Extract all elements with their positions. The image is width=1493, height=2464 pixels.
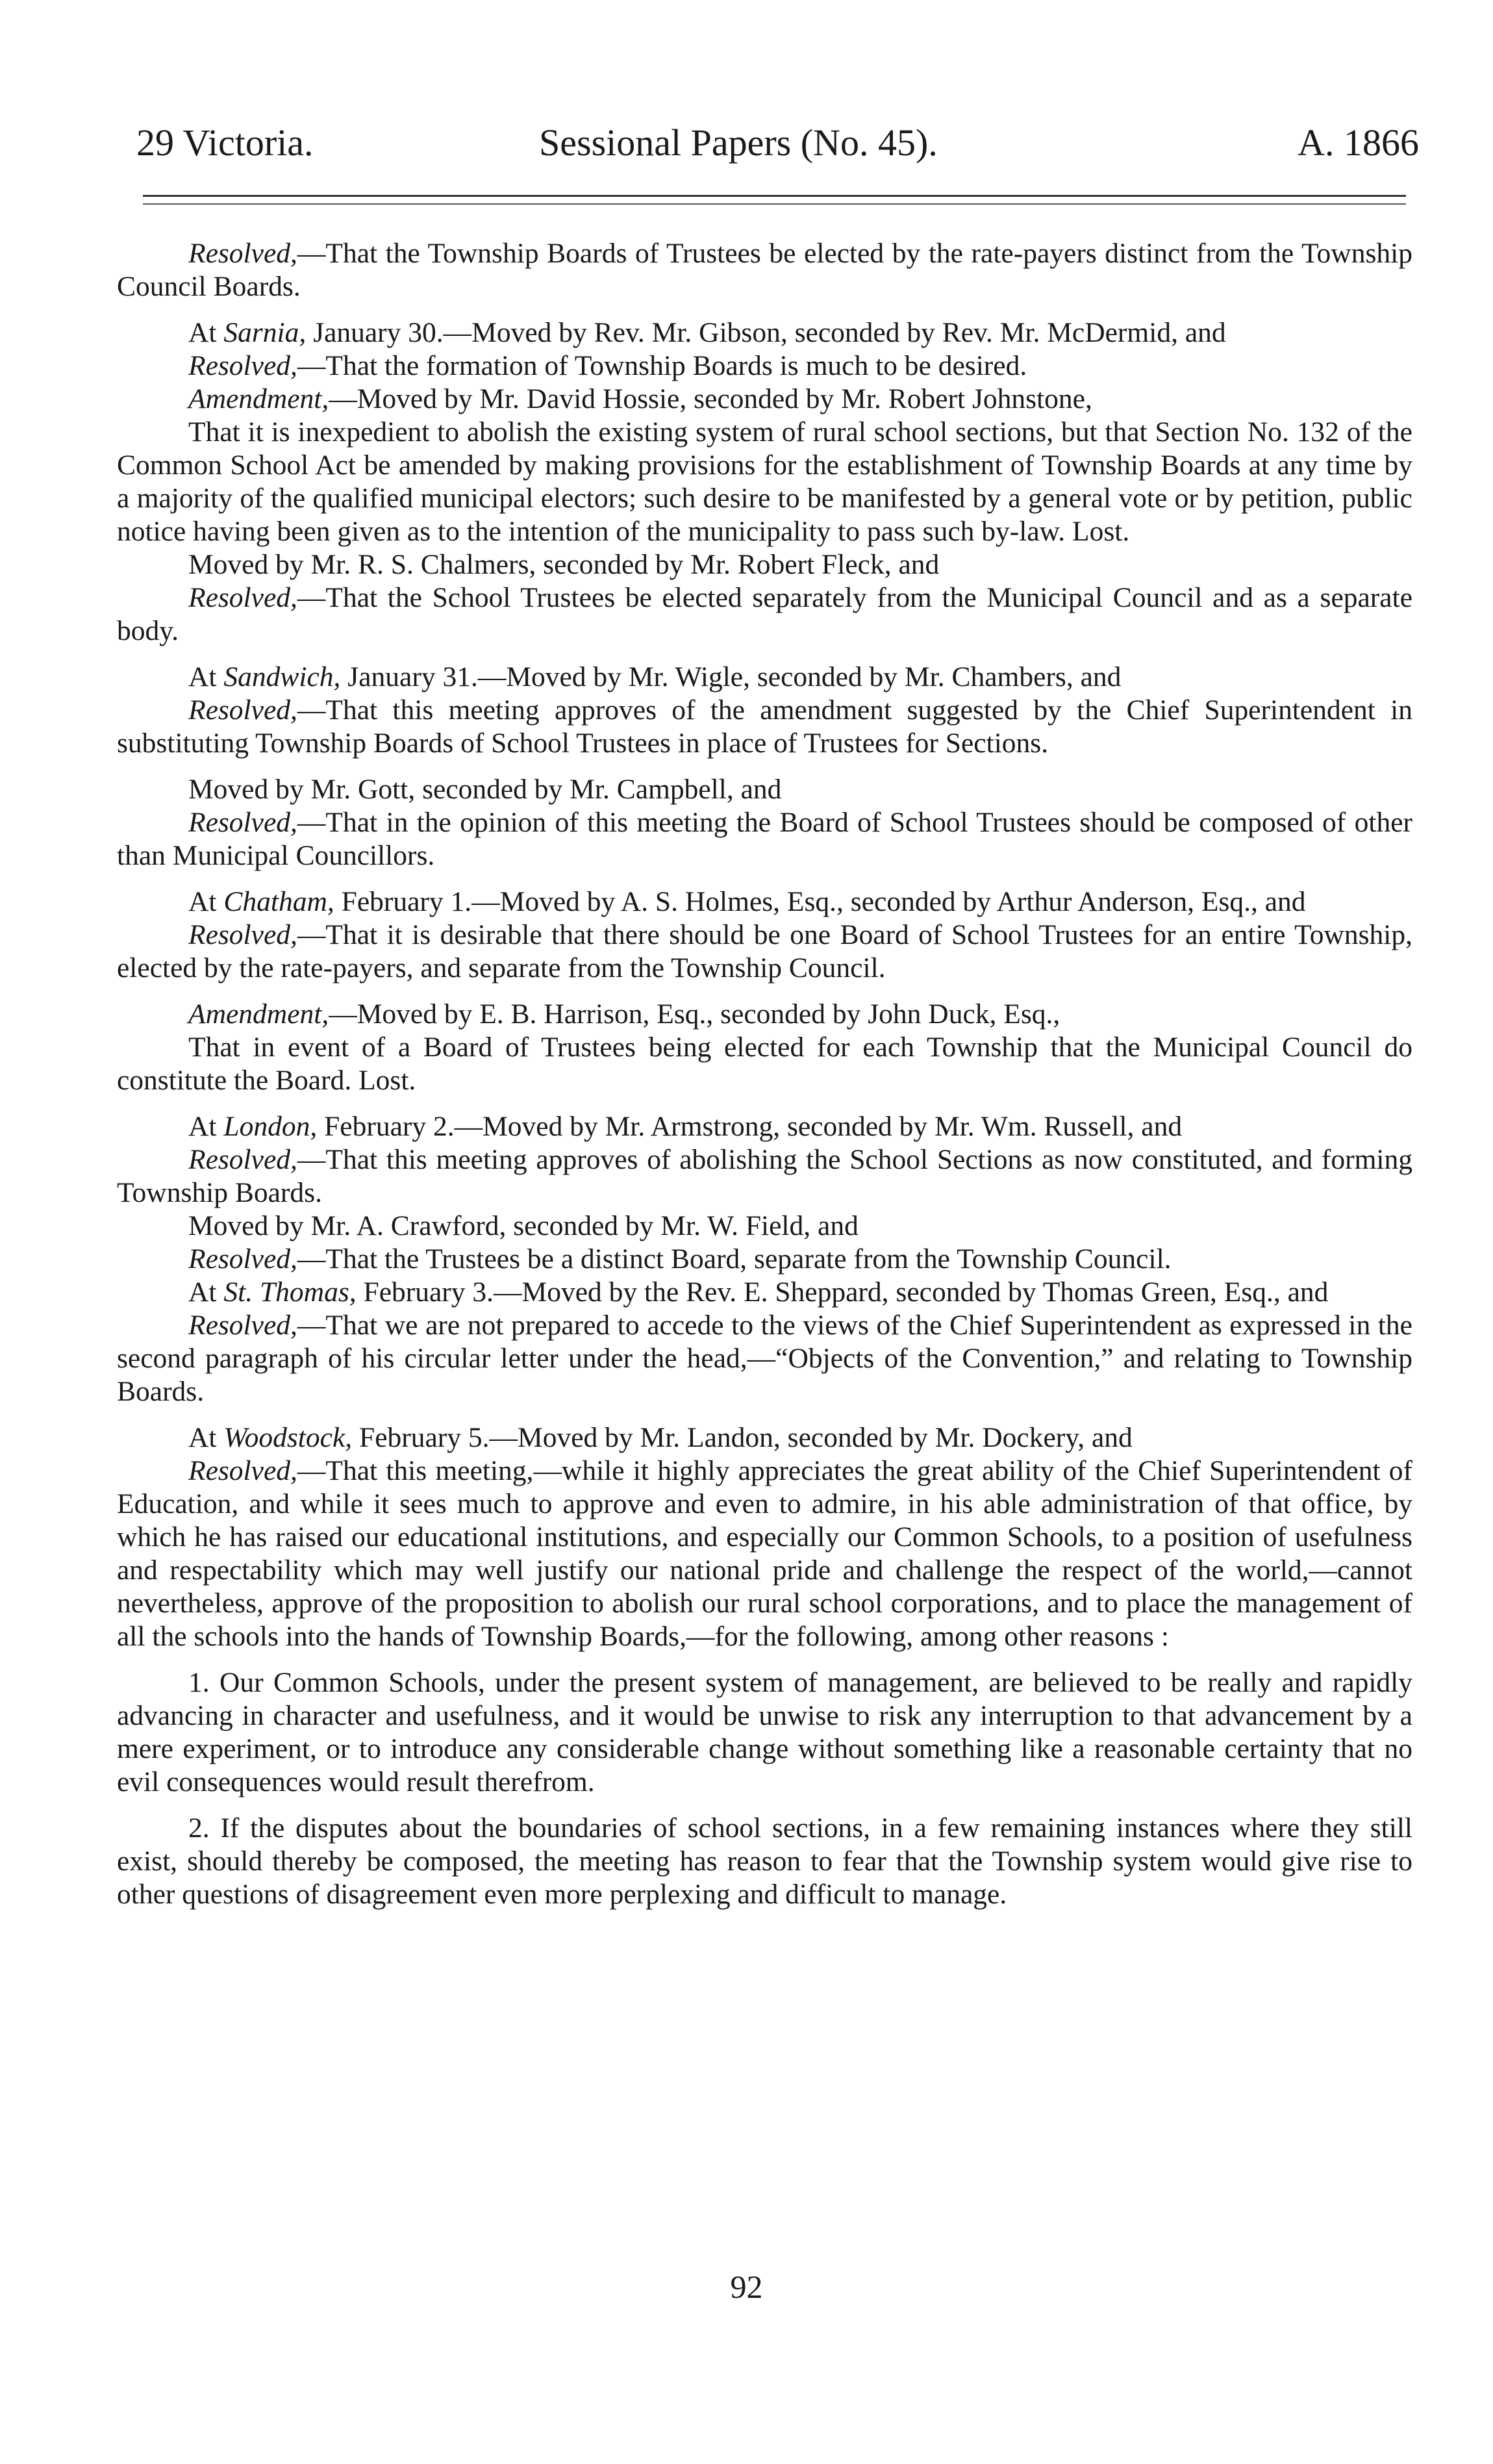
paragraph-text: —Moved by Mr. David Hossie, seconded by Mr. Robert Johnstone, [329, 383, 1092, 414]
paragraph [117, 1309, 1412, 1408]
body-text [117, 237, 1412, 1911]
paragraph-lead-italic: Resolved, [188, 694, 297, 726]
paragraph [117, 1812, 1412, 1911]
paragraph-lead-italic: St. Thomas, [223, 1276, 357, 1308]
paragraph [117, 237, 1412, 303]
paragraph-text: February 1.—Moved by A. S. Holmes, Esq., seconded by Arthur Anderson, Esq., and [334, 886, 1306, 917]
paragraph [117, 919, 1412, 985]
paragraph-lead-italic: Resolved, [188, 582, 297, 613]
paragraph-text: —That this meeting,—while it highly appreciates the great ability of the Chief Superintendent of Education, and while it sees much to approve and even to admire, in his able administration of that office, by which he has raised our educational institutions, and especially our Common Schools, to a position of usefulness and respectability which may well justify our national pride and challenge the respect of the world,—cannot nevertheless, approve of the proposition to abolish our rural school corporations, and to place the management of all the schools into the hands of Township Boards,—for the following, among other reasons : [117, 1455, 1412, 1652]
paragraph-text: January 31.—Moved by Mr. Wigle, seconded by Mr. Chambers, and [340, 661, 1122, 692]
paragraph-lead-italic: Resolved, [188, 919, 297, 950]
paragraph [117, 1110, 1412, 1143]
paragraph-text: 2. If the disputes about the boundaries of school sections, in a few remaining instances where they still exist, should thereby be composed, the meeting has reason to fear that the Township system would give rise to other questions of disagreement even more perplexing and difficult to manage. [117, 1812, 1412, 1910]
paragraph-text: That in event of a Board of Trustees being elected for each Township that the Municipal Council do constitute the Board. Lost. [117, 1032, 1412, 1096]
paragraph-lead-italic: Chatham, [223, 886, 334, 917]
paragraph-lead-italic: Resolved, [188, 1455, 297, 1486]
paragraph-prefix: At [188, 1422, 224, 1453]
header-volume: 29 Victoria. [136, 121, 314, 164]
paragraph [117, 1243, 1412, 1276]
header-title: Sessional Papers (No. 45). [539, 121, 938, 164]
paragraph-text: —That the formation of Township Boards is much to be desired. [297, 350, 1027, 381]
running-header [136, 117, 1419, 169]
paragraph [117, 1666, 1412, 1799]
paragraph [117, 661, 1412, 694]
paragraph-lead-italic: Amendment, [188, 383, 329, 414]
paragraph-lead-italic: Sarnia, [223, 317, 307, 348]
paragraph [117, 1210, 1412, 1243]
paragraph-lead-italic: Resolved, [188, 238, 297, 269]
paragraph [117, 998, 1412, 1031]
paragraph [117, 1143, 1412, 1210]
paragraph [117, 349, 1412, 383]
paragraph [117, 416, 1412, 548]
paragraph [117, 1454, 1412, 1653]
paragraph-text: —That in the opinion of this meeting the Board of School Trustees should be composed of other than Municipal Councillors. [117, 807, 1412, 871]
paragraph-text: —Moved by E. B. Harrison, Esq., seconded by John Duck, Esq., [329, 998, 1060, 1030]
paragraph [117, 694, 1412, 760]
paragraph-lead-italic: Woodstock, [223, 1422, 353, 1453]
paragraph [117, 383, 1412, 416]
paragraph-lead-italic: Resolved, [188, 350, 297, 381]
paragraph-prefix: At [188, 661, 224, 692]
paragraph-text: —That we are not prepared to accede to the views of the Chief Superintendent as expressed in the second paragraph of his circular letter under the head,—“Objects of the Convention,” and relating to Township Boards. [117, 1310, 1412, 1407]
paragraph-prefix: At [188, 1276, 224, 1308]
paragraph [117, 581, 1412, 648]
paragraph-text: —That this meeting approves of abolishing the School Sections as now constituted, and forming Township Boards. [117, 1144, 1412, 1208]
paragraph-text: January 30.—Moved by Rev. Mr. Gibson, seconded by Rev. Mr. McDermid, and [306, 317, 1226, 348]
paragraph-prefix: At [188, 317, 224, 348]
paragraph [117, 316, 1412, 349]
paragraph-lead-italic: Resolved, [188, 1243, 297, 1275]
paragraph-text: Moved by Mr. A. Crawford, seconded by Mr. W. Field, and [188, 1210, 859, 1241]
paragraph-prefix: At [188, 886, 224, 917]
paragraph-text: February 5.—Moved by Mr. Landon, seconded by Mr. Dockery, and [352, 1422, 1133, 1453]
paragraph-lead-italic: Resolved, [188, 1144, 297, 1175]
paragraph-text: —That it is desirable that there should be one Board of School Trustees for an entire Township, elected by the rate-payers, and separate from the Township Council. [117, 919, 1412, 984]
page-number: 92 [730, 2268, 763, 2305]
paragraph-text: Moved by Mr. R. S. Chalmers, seconded by Mr. Robert Fleck, and [188, 549, 940, 580]
paragraph-text: Moved by Mr. Gott, seconded by Mr. Campbell, and [188, 774, 782, 805]
paragraph [117, 1031, 1412, 1097]
paragraph [117, 885, 1412, 919]
paragraph-text: —That the Trustees be a distinct Board, separate from the Township Council. [297, 1243, 1172, 1275]
paragraph-lead-italic: London, [223, 1111, 318, 1142]
paragraph-text: February 2.—Moved by Mr. Armstrong, seconded by Mr. Wm. Russell, and [317, 1111, 1183, 1142]
paragraph-text: —That this meeting approves of the amendment suggested by the Chief Superintendent in substituting Township Boards of School Trustees in place of Trustees for Sections. [117, 694, 1412, 759]
paragraph [117, 773, 1412, 806]
paragraph-text: That it is inexpedient to abolish the existing system of rural school sections, but that Section No. 132 of the Common School Act be amended by making provisions for the establishment of Township Boards at any time by a majority of the qualified municipal electors; such desire to be manifested by a general vote or by petition, public notice having been given as to the intention of the municipality to pass such by-law. Lost. [117, 416, 1412, 547]
paragraph [117, 1421, 1412, 1454]
header-rule [143, 195, 1406, 205]
paragraph-text: 1. Our Common Schools, under the present system of management, are believed to be really and rapidly advancing in character and usefulness, and it would be unwise to risk any interruption to that advancement by a mere experiment, or to introduce any considerable change without something like a reasonable certainty that no evil consequences would result therefrom. [117, 1667, 1412, 1797]
paragraph-lead-italic: Amendment, [188, 998, 329, 1030]
paragraph-lead-italic: Resolved, [188, 1310, 297, 1341]
paragraph-lead-italic: Resolved, [188, 807, 297, 838]
paragraph-text: —That the School Trustees be elected separately from the Municipal Council and as a separate body. [117, 582, 1412, 646]
page-footer [0, 2267, 1493, 2306]
paragraph [117, 806, 1412, 872]
paragraph-text: —That the Township Boards of Trustees be elected by the rate-payers distinct from the Township Council Boards. [117, 238, 1412, 302]
header-year: A. 1866 [1298, 121, 1419, 164]
paragraph [117, 1276, 1412, 1309]
paragraph-text: February 3.—Moved by the Rev. E. Sheppard, seconded by Thomas Green, Esq., and [356, 1276, 1329, 1308]
paragraph-prefix: At [188, 1111, 224, 1142]
paragraph-lead-italic: Sandwich, [223, 661, 341, 692]
paragraph [117, 548, 1412, 581]
